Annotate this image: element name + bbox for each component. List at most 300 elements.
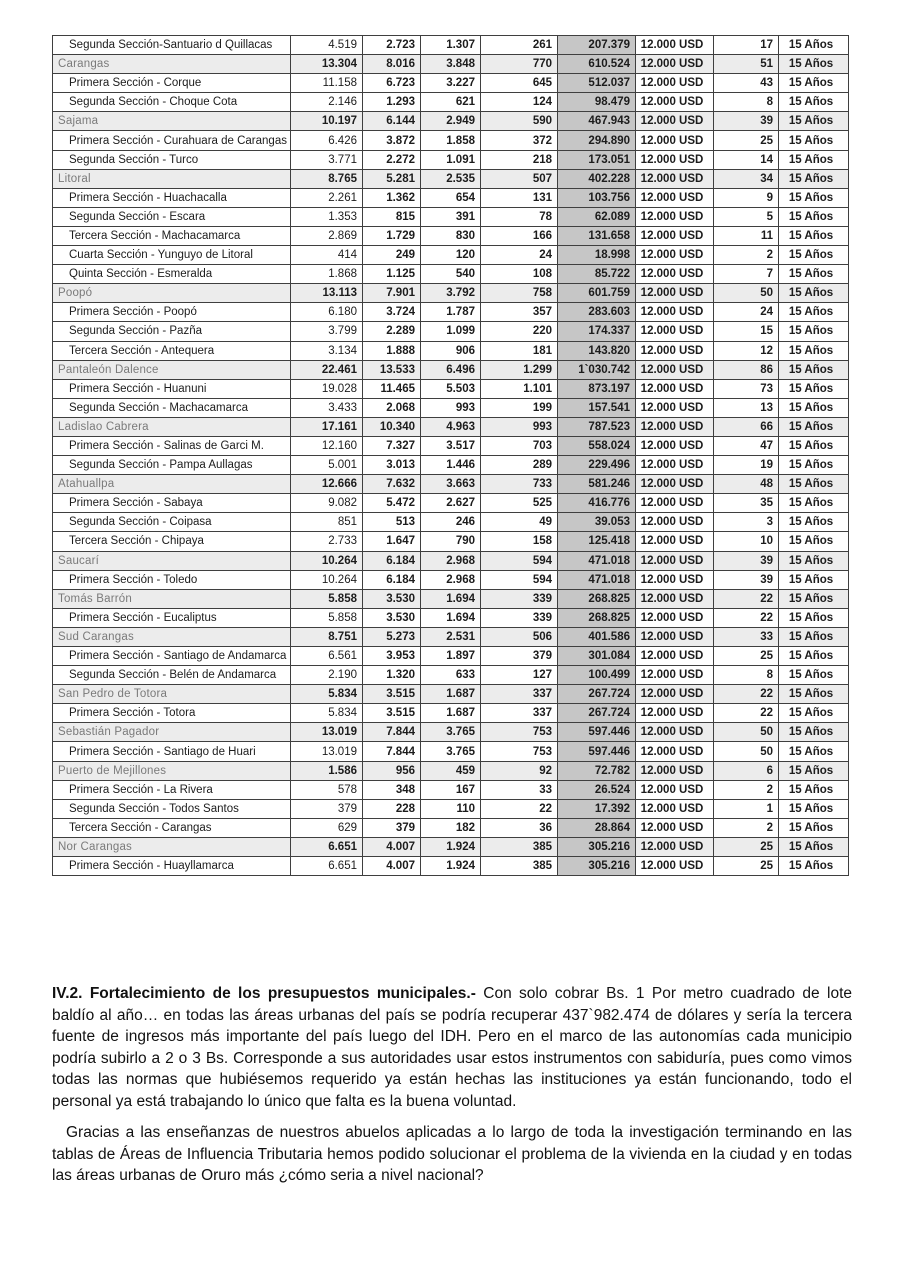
table-row [53, 188, 849, 207]
value-cell: 12.000 USD [636, 150, 714, 169]
value-cell: 10 [714, 532, 779, 551]
value-cell: 348 [363, 780, 421, 799]
value-cell: 337 [481, 685, 558, 704]
value-cell: 7.901 [363, 284, 421, 303]
value-cell: 1.320 [363, 666, 421, 685]
value-cell: 246 [421, 513, 481, 532]
value-cell: 43 [714, 74, 779, 93]
value-cell: 379 [291, 799, 363, 818]
table-row [53, 74, 849, 93]
value-cell: 12.000 USD [636, 360, 714, 379]
table-row [53, 666, 849, 685]
municipality-name-cell: Segunda Sección - Pazña [53, 322, 291, 341]
value-cell: 11.158 [291, 74, 363, 93]
value-cell: 416.776 [558, 494, 636, 513]
value-cell: 525 [481, 494, 558, 513]
value-cell: 19 [714, 456, 779, 475]
value-cell: 3.517 [421, 436, 481, 455]
table-row [53, 55, 849, 74]
municipal-data-table [52, 35, 849, 876]
value-cell: 8.751 [291, 627, 363, 646]
value-cell: 229.496 [558, 456, 636, 475]
value-cell: 15 Años [779, 513, 849, 532]
value-cell: 6.180 [291, 303, 363, 322]
municipality-name-cell: Saucarí [53, 551, 291, 570]
value-cell: 6.723 [363, 74, 421, 93]
value-cell: 1`030.742 [558, 360, 636, 379]
value-cell: 12.666 [291, 475, 363, 494]
value-cell: 92 [481, 761, 558, 780]
value-cell: 956 [363, 761, 421, 780]
value-cell: 753 [481, 742, 558, 761]
value-cell: 12.000 USD [636, 570, 714, 589]
value-cell: 507 [481, 169, 558, 188]
value-cell: 733 [481, 475, 558, 494]
value-cell: 9.082 [291, 494, 363, 513]
value-cell: 471.018 [558, 551, 636, 570]
value-cell: 47 [714, 436, 779, 455]
value-cell: 12.000 USD [636, 647, 714, 666]
value-cell: 12.000 USD [636, 608, 714, 627]
value-cell: 12.000 USD [636, 780, 714, 799]
value-cell: 2.146 [291, 93, 363, 112]
table-row [53, 456, 849, 475]
value-cell: 25 [714, 837, 779, 856]
value-cell: 15 Años [779, 169, 849, 188]
value-cell: 62.089 [558, 207, 636, 226]
value-cell: 621 [421, 93, 481, 112]
value-cell: 2 [714, 246, 779, 265]
value-cell: 289 [481, 456, 558, 475]
value-cell: 4.519 [291, 36, 363, 55]
table-row [53, 837, 849, 856]
value-cell: 2.968 [421, 551, 481, 570]
value-cell: 12.000 USD [636, 818, 714, 837]
value-cell: 337 [481, 704, 558, 723]
value-cell: 372 [481, 131, 558, 150]
table-row [53, 131, 849, 150]
table-row [53, 780, 849, 799]
value-cell: 15 Años [779, 780, 849, 799]
table-row [53, 704, 849, 723]
table-row [53, 647, 849, 666]
value-cell: 19.028 [291, 379, 363, 398]
value-cell: 1.125 [363, 265, 421, 284]
table-row [53, 322, 849, 341]
municipality-name-cell: Primera Sección - Huanuni [53, 379, 291, 398]
table-row [53, 36, 849, 55]
value-cell: 39 [714, 570, 779, 589]
municipality-name-cell: Primera Sección - Curahuara de Carangas [53, 131, 291, 150]
municipality-name-cell: Atahuallpa [53, 475, 291, 494]
value-cell: 339 [481, 589, 558, 608]
paragraph-presupuestos [52, 983, 852, 1112]
value-cell: 12.000 USD [636, 265, 714, 284]
value-cell: 2.272 [363, 150, 421, 169]
value-cell: 12.000 USD [636, 704, 714, 723]
municipality-name-cell: Sebastián Pagador [53, 723, 291, 742]
value-cell: 15 Años [779, 761, 849, 780]
municipality-name-cell: Primera Sección - Sabaya [53, 494, 291, 513]
value-cell: 787.523 [558, 417, 636, 436]
value-cell: 15 Años [779, 398, 849, 417]
value-cell: 1.687 [421, 685, 481, 704]
value-cell: 12.000 USD [636, 761, 714, 780]
value-cell: 12.000 USD [636, 36, 714, 55]
value-cell: 1.362 [363, 188, 421, 207]
value-cell: 12.000 USD [636, 169, 714, 188]
value-cell: 3.134 [291, 341, 363, 360]
value-cell: 15 Años [779, 55, 849, 74]
value-cell: 305.216 [558, 857, 636, 876]
value-cell: 2.949 [421, 112, 481, 131]
value-cell: 578 [291, 780, 363, 799]
value-cell: 22 [714, 704, 779, 723]
value-cell: 12.160 [291, 436, 363, 455]
municipality-name-cell: Primera Sección - Santiago de Huari [53, 742, 291, 761]
value-cell: 15 Años [779, 608, 849, 627]
value-cell: 7.844 [363, 742, 421, 761]
value-cell: 18.998 [558, 246, 636, 265]
table-row [53, 303, 849, 322]
value-cell: 267.724 [558, 685, 636, 704]
value-cell: 36 [481, 818, 558, 837]
value-cell: 2.723 [363, 36, 421, 55]
municipality-name-cell: Cuarta Sección - Yunguyo de Litoral [53, 246, 291, 265]
value-cell: 131 [481, 188, 558, 207]
value-cell: 85.722 [558, 265, 636, 284]
municipality-name-cell: Tomás Barrón [53, 589, 291, 608]
value-cell: 5.472 [363, 494, 421, 513]
body-text [52, 983, 852, 1187]
value-cell: 5.858 [291, 589, 363, 608]
value-cell: 5 [714, 207, 779, 226]
value-cell: 127 [481, 666, 558, 685]
value-cell: 3.724 [363, 303, 421, 322]
value-cell: 12.000 USD [636, 341, 714, 360]
value-cell: 33 [481, 780, 558, 799]
table-row [53, 818, 849, 837]
value-cell: 15 Años [779, 551, 849, 570]
value-cell: 103.756 [558, 188, 636, 207]
table-row [53, 627, 849, 646]
value-cell: 11 [714, 226, 779, 245]
value-cell: 12.000 USD [636, 685, 714, 704]
value-cell: 12.000 USD [636, 417, 714, 436]
value-cell: 181 [481, 341, 558, 360]
value-cell: 110 [421, 799, 481, 818]
value-cell: 1.091 [421, 150, 481, 169]
value-cell: 467.943 [558, 112, 636, 131]
table-row [53, 360, 849, 379]
value-cell: 15 Años [779, 742, 849, 761]
table-row [53, 608, 849, 627]
value-cell: 17.392 [558, 799, 636, 818]
table-row [53, 226, 849, 245]
value-cell: 15 Años [779, 818, 849, 837]
value-cell: 4.963 [421, 417, 481, 436]
value-cell: 39.053 [558, 513, 636, 532]
value-cell: 601.759 [558, 284, 636, 303]
table-row [53, 761, 849, 780]
municipality-name-cell: Carangas [53, 55, 291, 74]
value-cell: 1.694 [421, 608, 481, 627]
table-row [53, 475, 849, 494]
value-cell: 385 [481, 857, 558, 876]
value-cell: 2.968 [421, 570, 481, 589]
value-cell: 15 Años [779, 475, 849, 494]
value-cell: 25 [714, 131, 779, 150]
value-cell: 1.729 [363, 226, 421, 245]
value-cell: 7.844 [363, 723, 421, 742]
value-cell: 283.603 [558, 303, 636, 322]
value-cell: 268.825 [558, 608, 636, 627]
value-cell: 15 Años [779, 627, 849, 646]
value-cell: 815 [363, 207, 421, 226]
value-cell: 13.304 [291, 55, 363, 74]
value-cell: 267.724 [558, 704, 636, 723]
value-cell: 9 [714, 188, 779, 207]
value-cell: 173.051 [558, 150, 636, 169]
municipality-name-cell: Primera Sección - Poopó [53, 303, 291, 322]
municipality-name-cell: Segunda Sección-Santuario d Quillacas [53, 36, 291, 55]
value-cell: 12.000 USD [636, 112, 714, 131]
value-cell: 3.433 [291, 398, 363, 417]
table-row [53, 685, 849, 704]
value-cell: 402.228 [558, 169, 636, 188]
value-cell: 39 [714, 551, 779, 570]
value-cell: 50 [714, 742, 779, 761]
table-body [53, 36, 849, 876]
value-cell: 301.084 [558, 647, 636, 666]
value-cell: 86 [714, 360, 779, 379]
value-cell: 471.018 [558, 570, 636, 589]
municipality-name-cell: Primera Sección - Huayllamarca [53, 857, 291, 876]
value-cell: 581.246 [558, 475, 636, 494]
value-cell: 10.197 [291, 112, 363, 131]
value-cell: 1.694 [421, 589, 481, 608]
table-row [53, 723, 849, 742]
value-cell: 3.953 [363, 647, 421, 666]
table-row [53, 857, 849, 876]
value-cell: 6.184 [363, 570, 421, 589]
value-cell: 124 [481, 93, 558, 112]
value-cell: 12.000 USD [636, 666, 714, 685]
value-cell: 13.533 [363, 360, 421, 379]
value-cell: 10.264 [291, 551, 363, 570]
table-row [53, 570, 849, 589]
value-cell: 100.499 [558, 666, 636, 685]
value-cell: 174.337 [558, 322, 636, 341]
value-cell: 35 [714, 494, 779, 513]
value-cell: 3.765 [421, 742, 481, 761]
value-cell: 207.379 [558, 36, 636, 55]
municipality-name-cell: Tercera Sección - Antequera [53, 341, 291, 360]
value-cell: 15 Años [779, 436, 849, 455]
value-cell: 10.340 [363, 417, 421, 436]
value-cell: 14 [714, 150, 779, 169]
value-cell: 2.733 [291, 532, 363, 551]
value-cell: 12.000 USD [636, 55, 714, 74]
value-cell: 12.000 USD [636, 494, 714, 513]
table-row [53, 532, 849, 551]
value-cell: 12.000 USD [636, 475, 714, 494]
value-cell: 3.663 [421, 475, 481, 494]
value-cell: 15 Años [779, 666, 849, 685]
value-cell: 15 Años [779, 322, 849, 341]
table-row [53, 398, 849, 417]
value-cell: 166 [481, 226, 558, 245]
value-cell: 3.771 [291, 150, 363, 169]
value-cell: 1.101 [481, 379, 558, 398]
value-cell: 15 [714, 322, 779, 341]
value-cell: 3.872 [363, 131, 421, 150]
value-cell: 12.000 USD [636, 742, 714, 761]
value-cell: 15 Años [779, 647, 849, 666]
value-cell: 12.000 USD [636, 551, 714, 570]
municipality-name-cell: Sud Carangas [53, 627, 291, 646]
value-cell: 220 [481, 322, 558, 341]
value-cell: 6.651 [291, 857, 363, 876]
value-cell: 12.000 USD [636, 246, 714, 265]
municipality-name-cell: Primera Sección - Huachacalla [53, 188, 291, 207]
table-row [53, 551, 849, 570]
value-cell: 5.001 [291, 456, 363, 475]
value-cell: 34 [714, 169, 779, 188]
value-cell: 703 [481, 436, 558, 455]
table-row [53, 417, 849, 436]
value-cell: 22 [714, 685, 779, 704]
value-cell: 249 [363, 246, 421, 265]
value-cell: 1.293 [363, 93, 421, 112]
municipality-name-cell: Primera Sección - Santiago de Andamarca [53, 647, 291, 666]
value-cell: 78 [481, 207, 558, 226]
table-row [53, 246, 849, 265]
value-cell: 597.446 [558, 742, 636, 761]
value-cell: 12.000 USD [636, 532, 714, 551]
paragraph-body: Con solo cobrar Bs. 1 Por metro cuadrado de lote baldío al año… en todas las áreas urbanas del país se podría recuperar 437`982.474 de dólares y sería la tercera fuente de ingresos más importante del país luego del IDH. Pero en el marco de las autonomías cada municipio podría subirlo a 2 o 3 Bs. Corresponde a sus autoridades usar estos instrumentos con sabiduría, pues como vimos todas las normas que hubiésemos requerido ya están hechas las instituciones ya están funcionando, todo el personal ya está trabajando lo único que falta es la buena voluntad. [52, 985, 852, 1110]
value-cell: 15 Años [779, 93, 849, 112]
value-cell: 13.019 [291, 742, 363, 761]
value-cell: 5.503 [421, 379, 481, 398]
value-cell: 33 [714, 627, 779, 646]
municipality-name-cell: Tercera Sección - Chipaya [53, 532, 291, 551]
table-row [53, 494, 849, 513]
value-cell: 15 Años [779, 589, 849, 608]
value-cell: 305.216 [558, 837, 636, 856]
value-cell: 15 Años [779, 799, 849, 818]
table-row [53, 207, 849, 226]
municipality-name-cell: Litoral [53, 169, 291, 188]
value-cell: 6.496 [421, 360, 481, 379]
value-cell: 830 [421, 226, 481, 245]
value-cell: 157.541 [558, 398, 636, 417]
value-cell: 12.000 USD [636, 513, 714, 532]
value-cell: 12.000 USD [636, 207, 714, 226]
value-cell: 753 [481, 723, 558, 742]
value-cell: 261 [481, 36, 558, 55]
value-cell: 590 [481, 112, 558, 131]
value-cell: 24 [714, 303, 779, 322]
value-cell: 3.227 [421, 74, 481, 93]
table-row [53, 379, 849, 398]
value-cell: 1.099 [421, 322, 481, 341]
value-cell: 2.190 [291, 666, 363, 685]
value-cell: 379 [363, 818, 421, 837]
value-cell: 3.515 [363, 704, 421, 723]
value-cell: 50 [714, 723, 779, 742]
value-cell: 15 Años [779, 360, 849, 379]
value-cell: 2.627 [421, 494, 481, 513]
value-cell: 4.007 [363, 837, 421, 856]
municipality-name-cell: Primera Sección - Corque [53, 74, 291, 93]
municipality-name-cell: Ladislao Cabrera [53, 417, 291, 436]
municipality-name-cell: Segunda Sección - Choque Cota [53, 93, 291, 112]
value-cell: 13 [714, 398, 779, 417]
municipality-name-cell: Nor Carangas [53, 837, 291, 856]
value-cell: 12.000 USD [636, 74, 714, 93]
value-cell: 12.000 USD [636, 589, 714, 608]
value-cell: 39 [714, 112, 779, 131]
value-cell: 2.869 [291, 226, 363, 245]
value-cell: 5.273 [363, 627, 421, 646]
value-cell: 3.765 [421, 723, 481, 742]
value-cell: 379 [481, 647, 558, 666]
value-cell: 597.446 [558, 723, 636, 742]
value-cell: 2 [714, 780, 779, 799]
value-cell: 1.687 [421, 704, 481, 723]
value-cell: 6.426 [291, 131, 363, 150]
value-cell: 72.782 [558, 761, 636, 780]
municipality-name-cell: Quinta Sección - Esmeralda [53, 265, 291, 284]
value-cell: 8.765 [291, 169, 363, 188]
value-cell: 6.651 [291, 837, 363, 856]
value-cell: 4.007 [363, 857, 421, 876]
value-cell: 268.825 [558, 589, 636, 608]
value-cell: 24 [481, 246, 558, 265]
municipality-name-cell: Tercera Sección - Carangas [53, 818, 291, 837]
municipality-name-cell: Puerto de Mejillones [53, 761, 291, 780]
municipality-name-cell: Segunda Sección - Pampa Aullagas [53, 456, 291, 475]
value-cell: 10.264 [291, 570, 363, 589]
paragraph-gracias: Gracias a las enseñanzas de nuestros abuelos aplicadas a lo largo de toda la investigación terminando en las tablas de Áreas de Influencia Tributaria hemos podido solucionar el problema de la vivienda en la ciudad y en todas las áreas urbanas de Oruro más ¿cómo seria a nivel nacional? [52, 1124, 852, 1184]
value-cell: 108 [481, 265, 558, 284]
municipal-data-table-wrap [52, 35, 848, 876]
value-cell: 22 [714, 589, 779, 608]
value-cell: 15 Años [779, 379, 849, 398]
municipality-name-cell: Primera Sección - Salinas de Garci M. [53, 436, 291, 455]
value-cell: 906 [421, 341, 481, 360]
value-cell: 3.530 [363, 608, 421, 627]
table-row [53, 284, 849, 303]
value-cell: 1.924 [421, 837, 481, 856]
value-cell: 17 [714, 36, 779, 55]
table-row [53, 169, 849, 188]
value-cell: 3 [714, 513, 779, 532]
value-cell: 120 [421, 246, 481, 265]
value-cell: 15 Años [779, 723, 849, 742]
value-cell: 610.524 [558, 55, 636, 74]
value-cell: 125.418 [558, 532, 636, 551]
value-cell: 540 [421, 265, 481, 284]
value-cell: 228 [363, 799, 421, 818]
municipality-name-cell: Primera Sección - Toledo [53, 570, 291, 589]
value-cell: 15 Años [779, 284, 849, 303]
value-cell: 1.858 [421, 131, 481, 150]
table-row [53, 742, 849, 761]
value-cell: 26.524 [558, 780, 636, 799]
value-cell: 3.530 [363, 589, 421, 608]
